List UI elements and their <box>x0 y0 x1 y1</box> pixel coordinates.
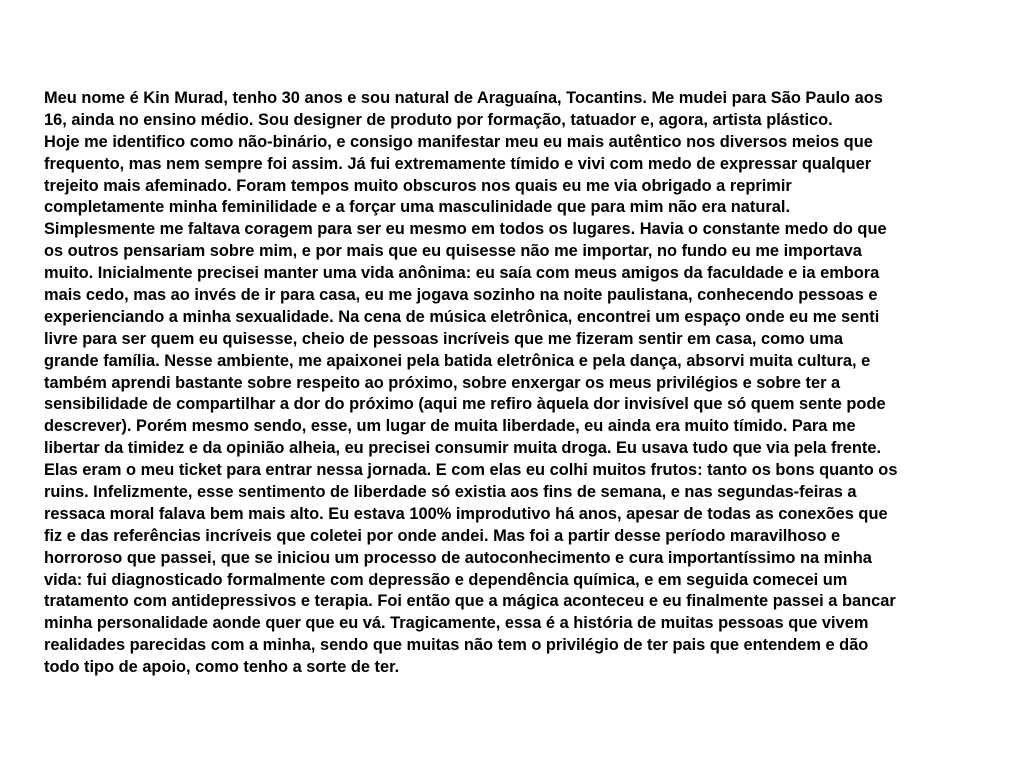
text-line: 16, ainda no ensino médio. Sou designer de produto por formação, tatuador e, agora, artista plástico. <box>44 110 833 129</box>
text-line: os outros pensariam sobre mim, e por mais que eu quisesse não me importar, no fundo eu me importava <box>44 242 862 261</box>
text-line: experienciando a minha sexualidade. Na cena de música eletrônica, encontrei um espaço onde eu me senti <box>44 307 880 326</box>
text-line: Elas eram o meu ticket para entrar nessa jornada. E com elas eu colhi muitos frutos: tanto os bons quanto os <box>44 461 898 480</box>
text-line: grande família. Nesse ambiente, me apaixonei pela batida eletrônica e pela dança, absorvi muita cultura, e <box>44 351 871 370</box>
text-line: fiz e das referências incríveis que coletei por onde andei. Mas foi a partir desse período maravilhoso e <box>44 526 841 545</box>
text-line: tratamento com antidepressivos e terapia. Foi então que a mágica aconteceu e eu finalmente passei a bancar <box>44 592 896 611</box>
text-line: minha personalidade aonde quer que eu vá. Tragicamente, essa é a história de muitas pessoas que vivem <box>44 614 869 633</box>
text-line: frequento, mas nem sempre foi assim. Já fui extremamente tímido e vivi com medo de expressar qualquer <box>44 154 872 173</box>
text-line: Hoje me identifico como não-binário, e consigo manifestar meu eu mais autêntico nos diversos meios que <box>44 132 873 151</box>
body-text <box>44 88 988 679</box>
text-line: trejeito mais afeminado. Foram tempos muito obscuros nos quais eu me via obrigado a reprimir <box>44 176 792 195</box>
text-line: ressaca moral falava bem mais alto. Eu estava 100% improdutivo há anos, apesar de todas as conexões que <box>44 504 888 523</box>
text-line: vida: fui diagnosticado formalmente com depressão e dependência química, e em seguida comecei um <box>44 570 848 589</box>
text-line: Simplesmente me faltava coragem para ser eu mesmo em todos os lugares. Havia o constante medo do que <box>44 220 887 239</box>
text-line: descrever). Porém mesmo sendo, esse, um lugar de muita liberdade, eu ainda era muito tímido. Para me <box>44 417 856 436</box>
text-line: realidades parecidas com a minha, sendo que muitas não tem o privilégio de ter pais que entendem e dão <box>44 636 869 655</box>
text-line: horroroso que passei, que se iniciou um processo de autoconhecimento e cura importantíssimo na minha <box>44 548 872 567</box>
text-line: Meu nome é Kin Murad, tenho 30 anos e sou natural de Araguaína, Tocantins. Me mudei para São Paulo aos <box>44 89 883 107</box>
text-line: muito. Inicialmente precisei manter uma vida anônima: eu saía com meus amigos da faculdade e ia embora <box>44 264 880 283</box>
text-line: libertar da timidez e da opinião alheia, eu precisei consumir muita droga. Eu usava tudo que via pela frente. <box>44 439 882 458</box>
text-line: ruins. Infelizmente, esse sentimento de liberdade só existia aos fins de semana, e nas segundas-feiras a <box>44 483 857 502</box>
text-line: completamente minha feminilidade e a forçar uma masculinidade que para mim não era natural. <box>44 198 790 217</box>
text-line: livre para ser quem eu quisesse, cheio de pessoas incríveis que me fizeram sentir em casa, como uma <box>44 329 843 348</box>
text-line: todo tipo de apoio, como tenho a sorte de ter. <box>44 658 400 677</box>
text-line: mais cedo, mas ao invés de ir para casa, eu me jogava sozinho na noite paulistana, conhecendo pessoas e <box>44 286 878 305</box>
text-line: sensibilidade de compartilhar a dor do próximo (aqui me refiro àquela dor invisível que só quem sente pode <box>44 395 886 414</box>
text-line: também aprendi bastante sobre respeito ao próximo, sobre enxergar os meus privilégios e sobre ter a <box>44 373 841 392</box>
